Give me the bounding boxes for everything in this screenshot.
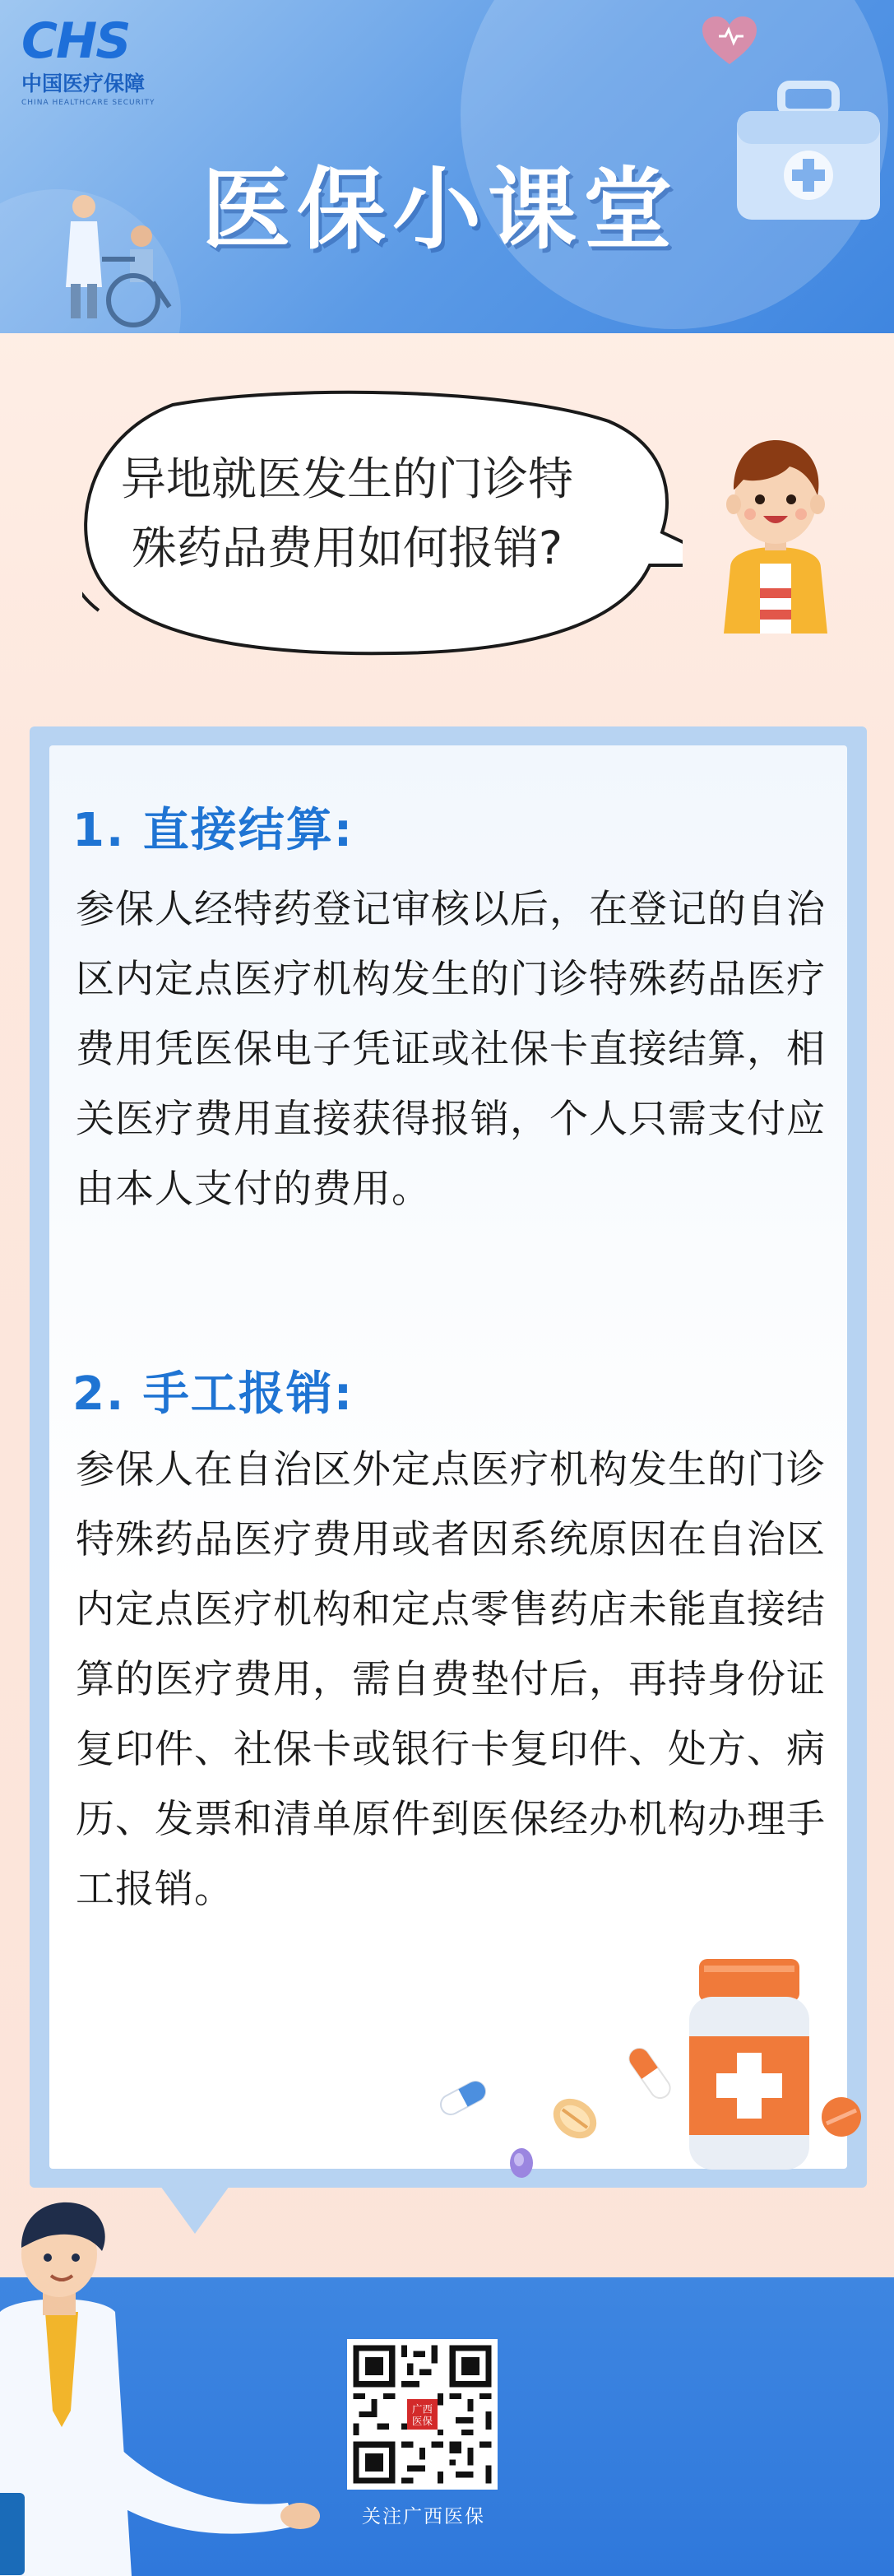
logo-text-en: CHINA HEALTHCARE SECURITY xyxy=(21,99,155,107)
section-title-manual-reimbursement: 2. 手工报销: xyxy=(72,1367,354,1421)
medicine-bottle-icon xyxy=(679,1954,819,2176)
logo-mark: CHS xyxy=(21,12,130,70)
qr-stamp-bottom: 医保 xyxy=(412,2414,433,2427)
qr-code[interactable] xyxy=(347,2339,498,2490)
capsule-icon xyxy=(434,2077,492,2119)
orange-half-pill-icon xyxy=(818,2094,864,2140)
medical-kit-icon xyxy=(730,78,887,226)
doctor-wheelchair-illustration xyxy=(41,185,189,333)
boy-avatar xyxy=(697,424,854,634)
qr-stamp-top: 广西 xyxy=(412,2402,433,2416)
heart-icon xyxy=(701,15,758,67)
page-title: 医保小课堂 xyxy=(201,159,679,262)
orange-capsule-icon xyxy=(625,2040,674,2106)
section-body-direct-settlement: 参保人经特药登记审核以后，在登记的自治区内定点医疗机构发生的门诊特殊药品医疗费用凭医保电子凭证或社保卡直接结算，相关医疗费用直接获得报销，个人只需支付应由本人支付的费用。 xyxy=(76,887,826,1212)
doctor-illustration xyxy=(0,2197,329,2576)
section-body-manual-reimbursement: 参保人在自治区外定点医疗机构发生的门诊特殊药品医疗费用或者因系统原因在自治区内定点医疗机构和定点零售药店未能直接结算的医疗费用，需自费垫付后，再持身份证复印件、社保卡或银行卡复印件、处方、病历、发票和清单原件到医保经办机构办理手工报销。 xyxy=(76,1447,826,1912)
section-title-direct-settlement: 1. 直接结算: xyxy=(72,804,354,857)
purple-pill-icon xyxy=(505,2143,538,2183)
logo-text-cn: 中国医疗保障 xyxy=(21,72,146,95)
qr-caption: 关注广西医保 xyxy=(362,2506,485,2527)
chs-logo xyxy=(21,12,178,107)
question-text: 异地就医发生的门诊特殊药品费用如何报销? xyxy=(120,453,573,574)
header-banner xyxy=(0,0,894,333)
round-pill-icon xyxy=(546,2090,604,2147)
